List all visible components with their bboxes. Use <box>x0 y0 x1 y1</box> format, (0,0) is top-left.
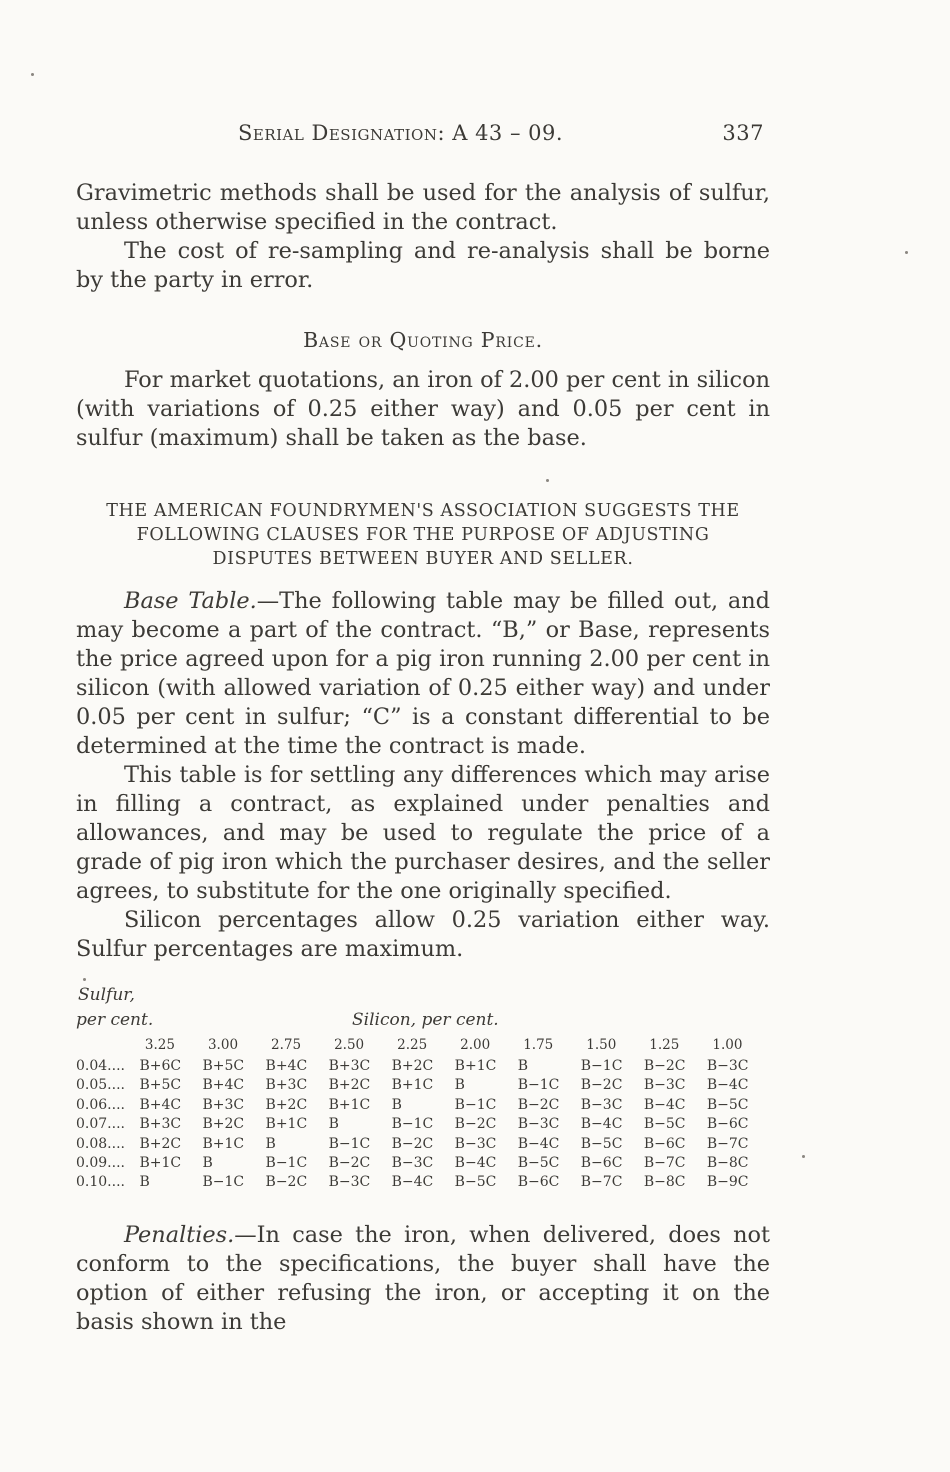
table-cell: B+1C <box>139 1154 182 1171</box>
column-header: 1.25 <box>649 1037 680 1053</box>
table-cell: B+3C <box>265 1077 308 1094</box>
table-row <box>76 1136 770 1155</box>
silicon-label: Silicon, per cent. <box>352 1010 499 1030</box>
column-header: 1.50 <box>586 1037 617 1053</box>
paragraph-market-quotations <box>76 366 770 453</box>
paragraph-percentages <box>76 906 770 964</box>
table-cell: B−3C <box>391 1154 434 1171</box>
base-table <box>76 1037 770 1194</box>
table-cell: B−3C <box>706 1058 749 1074</box>
table-cell: B <box>454 1077 465 1094</box>
paragraph-market-quotations-text: For market quotations, an iron of 2.00 per cent in silicon (with variations of 0.25 either way) and 0.05 per cent in sulfur (maximum) shall be taken as the base. <box>76 367 770 451</box>
table-cell: B−4C <box>454 1154 497 1171</box>
table-cell: B−4C <box>517 1135 560 1152</box>
column-header: 2.75 <box>271 1037 302 1053</box>
row-label: 0.10.... <box>76 1174 125 1191</box>
table-cell: B+5C <box>202 1058 245 1074</box>
table-cell: B+6C <box>139 1058 182 1074</box>
afa-heading <box>76 499 770 571</box>
table-cell: B−2C <box>517 1096 560 1113</box>
table-cell: B−5C <box>580 1135 623 1152</box>
table-cell: B−6C <box>706 1116 749 1133</box>
paragraph-penalties-text: —In case the iron, when delivered, does not conform to the specifications, the buyer shall have the option of either refusing the iron, or accepting it on the basis shown in the <box>76 1222 770 1335</box>
table-cell: B−1C <box>328 1135 371 1152</box>
table-cell: B−1C <box>517 1077 560 1094</box>
table-cell: B+2C <box>391 1058 434 1074</box>
table-cell: B−3C <box>643 1077 686 1094</box>
running-head <box>76 121 770 151</box>
row-label: 0.08.... <box>76 1135 125 1152</box>
paragraph-base-table <box>76 587 770 761</box>
table-cell: B−2C <box>454 1116 497 1133</box>
table-cell: B−5C <box>643 1116 686 1133</box>
table-cell: B−4C <box>706 1077 749 1094</box>
scan-speck <box>802 1155 805 1158</box>
paragraph-settling-text: This table is for settling any differences which may arise in filling a contract, as explained under penalties and allowances, and may be used to regulate the price of a grade of pig iron which the purchaser desires, and the seller agrees, to substitute for the one originally specified. <box>76 762 770 904</box>
paragraph-penalties <box>76 1221 770 1337</box>
scan-speck <box>83 978 86 981</box>
table-cell: B−2C <box>643 1058 686 1074</box>
running-title: Serial Designation: A 43 – 09. <box>238 121 564 145</box>
column-header: 3.25 <box>144 1037 175 1053</box>
table-cell: B−4C <box>580 1116 623 1133</box>
table-cell: B <box>391 1096 402 1113</box>
table-cell: B−3C <box>517 1116 560 1133</box>
table-cell: B−2C <box>265 1174 308 1191</box>
paragraph-percentages-text: Silicon percentages allow 0.25 variation either way. Sulfur percentages are maximum. <box>76 907 770 962</box>
table-cell: B+5C <box>139 1077 182 1094</box>
table-cell: B−1C <box>391 1116 434 1133</box>
table-cell: B−2C <box>391 1135 434 1152</box>
table-cell: B+1C <box>328 1096 371 1113</box>
paragraph-resampling <box>76 237 770 295</box>
table-row <box>76 1077 770 1096</box>
table-cell: B−5C <box>706 1096 749 1113</box>
table-cell: B−1C <box>454 1096 497 1113</box>
table-cell: B <box>517 1058 529 1074</box>
table-row <box>76 1174 770 1193</box>
table-cell: B+4C <box>202 1077 245 1094</box>
table-cell: B+1C <box>202 1135 245 1152</box>
sulfur-label: Sulfur, <box>78 985 135 1005</box>
column-header: 3.00 <box>207 1037 239 1053</box>
paragraph-settling <box>76 761 770 906</box>
table-cell: B−3C <box>328 1174 371 1191</box>
table-cell: B−5C <box>517 1154 560 1171</box>
column-header: 1.00 <box>712 1037 743 1053</box>
table-cell: B−7C <box>643 1154 686 1171</box>
afa-heading-line: THE AMERICAN FOUNDRYMEN'S ASSOCIATION SUGGESTS THE <box>106 501 740 521</box>
table-cell: B <box>139 1174 150 1191</box>
table-row <box>76 1097 770 1116</box>
table-cell: B+1C <box>391 1077 434 1094</box>
table-cell: B−7C <box>706 1135 749 1152</box>
table-cell: B−3C <box>580 1096 623 1113</box>
table-cell: B−1C <box>580 1058 623 1074</box>
row-label: 0.04.... <box>76 1058 125 1074</box>
table-header-row <box>76 1037 770 1058</box>
page-number: 337 <box>722 121 764 145</box>
table-cell: B−3C <box>454 1135 497 1152</box>
table-cell: B+3C <box>328 1058 371 1074</box>
table-cell: B+3C <box>139 1116 182 1133</box>
table-cell: B−5C <box>454 1174 497 1191</box>
table-cell: B−6C <box>517 1174 560 1191</box>
table-cell: B <box>202 1154 213 1171</box>
table-cell: B+2C <box>265 1096 308 1113</box>
paragraph-gravimetric: Gravimetric methods shall be used for the analysis of sulfur, unless otherwise specified in the contract. <box>76 180 770 235</box>
paragraph-resampling-text: The cost of re-sampling and re-analysis shall be borne by the party in error. <box>76 238 770 293</box>
table-cell: B−2C <box>328 1154 371 1171</box>
afa-heading-line: DISPUTES BETWEEN BUYER AND SELLER. <box>212 549 634 569</box>
table-cell: B−1C <box>202 1174 245 1191</box>
table-cell: B−4C <box>391 1174 434 1191</box>
table-cell: B−8C <box>643 1174 686 1191</box>
table-cell: B−4C <box>643 1096 686 1113</box>
base-table-lead: Base Table. <box>124 588 257 614</box>
row-label: 0.09.... <box>76 1154 125 1171</box>
table-cell: B+2C <box>139 1135 182 1152</box>
table-row <box>76 1058 770 1077</box>
table-cell: B+3C <box>202 1096 245 1113</box>
row-label: 0.06.... <box>76 1096 125 1113</box>
table-cell: B+2C <box>328 1077 371 1094</box>
table-cell: B+4C <box>139 1096 182 1113</box>
afa-heading-line: FOLLOWING CLAUSES FOR THE PURPOSE OF ADJUSTING <box>136 525 710 545</box>
section-heading-base-price: Base or Quoting Price. <box>303 328 543 352</box>
table-cell: B−1C <box>265 1154 308 1171</box>
table-cell: B−2C <box>580 1077 623 1094</box>
column-header: 1.75 <box>523 1037 554 1053</box>
column-header: 2.25 <box>397 1037 428 1053</box>
scan-speck <box>31 73 34 76</box>
penalties-lead: Penalties. <box>124 1222 235 1248</box>
table-cell: B−6C <box>580 1154 623 1171</box>
table-cell: B <box>328 1116 339 1133</box>
scan-speck <box>905 251 908 254</box>
table-cell: B+1C <box>454 1058 497 1074</box>
column-header: 2.50 <box>334 1037 365 1053</box>
paragraph-base-table-text: —The following table may be filled out, and may become a part of the contract. “B,” or Base, represents the price agreed upon for a pig iron running 2.00 per cent in silicon (with allowed variation of 0.25 either way) and under 0.05 per cent in sulfur; “C” is a constant differential to be determined at the time the contract is made. <box>76 588 770 759</box>
table-cell: B <box>265 1135 276 1152</box>
table-row <box>76 1155 770 1174</box>
table-cell: B−8C <box>706 1154 749 1171</box>
table-row <box>76 1116 770 1135</box>
row-label: 0.05.... <box>76 1077 125 1094</box>
table-cell: B+2C <box>202 1116 245 1133</box>
column-header: 2.00 <box>460 1037 491 1053</box>
scan-speck <box>546 479 549 482</box>
row-label: 0.07.... <box>76 1116 125 1133</box>
table-cell: B−7C <box>580 1174 623 1191</box>
sulfur-label-2: per cent. <box>76 1010 154 1030</box>
table-cell: B−6C <box>643 1135 686 1152</box>
table-cell: B+1C <box>265 1116 308 1133</box>
table-cell: B+4C <box>265 1058 308 1074</box>
table-cell: B−9C <box>706 1174 749 1191</box>
